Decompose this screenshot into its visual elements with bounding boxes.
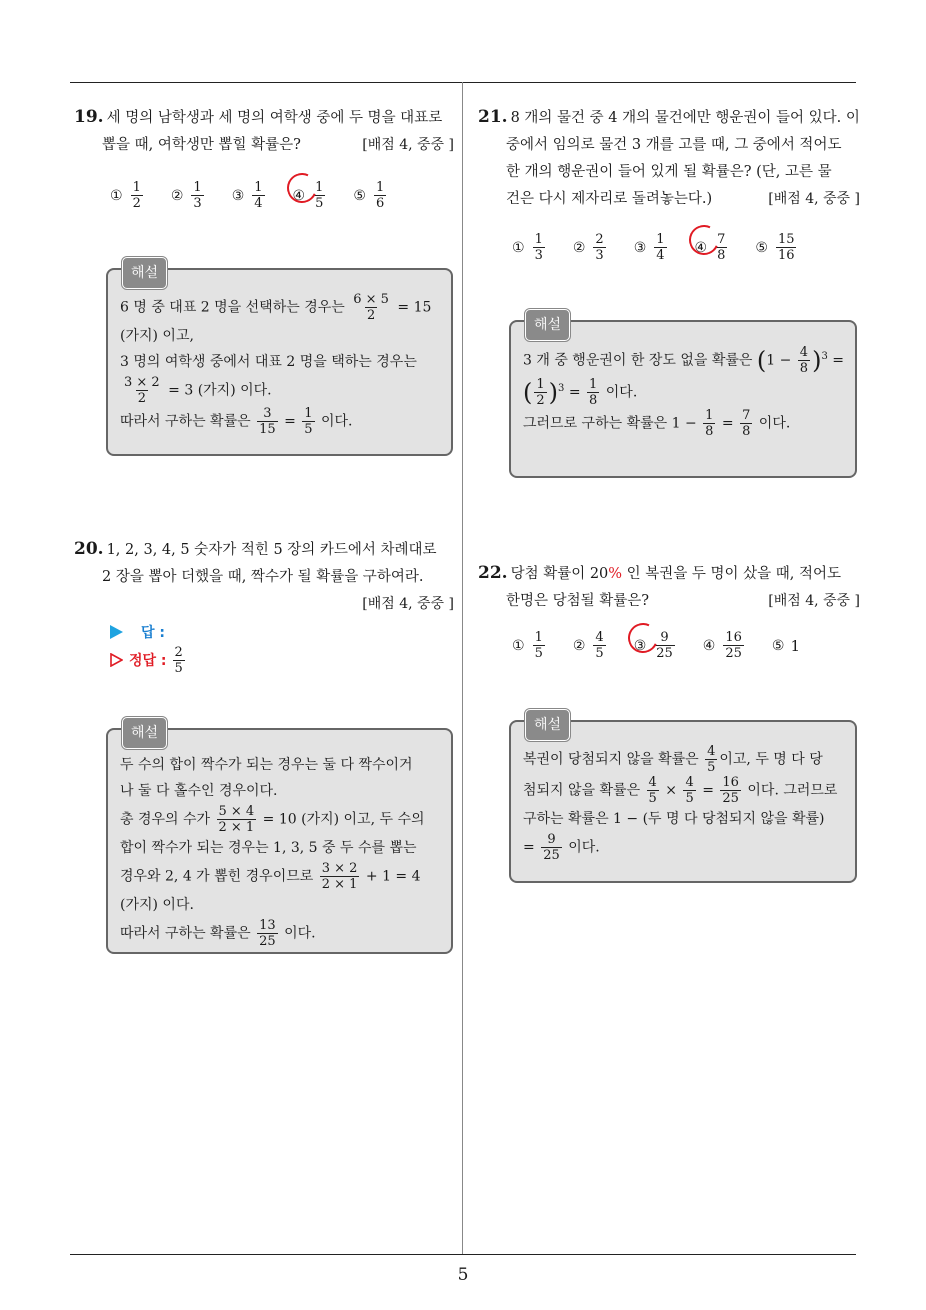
problem-19 <box>74 104 454 159</box>
choice-1[interactable]: ① $\frac{1}{3}$ <box>512 232 543 263</box>
question-text: 중에서 임의로 물건 3 개를 고를 때, 그 중에서 적어도 <box>506 137 842 153</box>
answer-label: 답 : <box>141 625 165 641</box>
choice-list <box>512 232 824 263</box>
question-number: 21. <box>478 107 508 127</box>
question-text: 2 장을 뽑아 더했을 때, 짝수가 될 확률을 구하여라. <box>102 569 424 585</box>
choice-2[interactable]: ② $\frac{2}{3}$ <box>572 232 604 263</box>
problem-21 <box>478 104 860 213</box>
answer-block-20 <box>110 620 187 676</box>
choice-2[interactable]: ② $\frac{1}{3}$ <box>170 180 202 211</box>
choice-list <box>110 180 414 211</box>
choice-2[interactable]: ② $\frac{4}{5}$ <box>572 630 604 661</box>
choice-3-selected[interactable]: ③ $\frac{9}{25}$ <box>634 630 677 661</box>
percent-sign: % <box>608 566 623 582</box>
solution-tag: 해설 <box>525 709 570 741</box>
choice-5[interactable]: ⑤ 1 <box>771 636 801 655</box>
question-text: 인 복권을 두 명이 샀을 때, 적어도 <box>622 566 842 582</box>
correct-answer-value: $\frac{2}{5}$ <box>174 644 183 676</box>
solution-box-21: 해설 3 개 중 행운권이 한 장도 없을 확률은 (1 − $\frac{4}{8}$ )$^3$ = ( $\frac{1}{2}$ )$^3$ = $\frac{1}{8}$ 이다. 그러므로 구하는 확률은 1 − $\frac{1}{8}$ = $\frac{7}{8}$ 이다. <box>509 320 857 478</box>
question-text: 한명은 당첨될 확률은? <box>506 593 650 609</box>
question-text: 건은 다시 제자리로 돌려놓는다.) <box>506 191 713 207</box>
choice-4-selected[interactable]: ④ $\frac{1}{5}$ <box>293 180 328 211</box>
problem-22 <box>478 560 860 615</box>
choice-5[interactable]: ⑤ $\frac{1}{6}$ <box>353 180 385 211</box>
question-text: 8 개의 물건 중 4 개의 물건에만 행운권이 들어 있다. 이 <box>510 110 860 126</box>
solution-box-19: 해설 6 명 중 대표 2 명을 선택하는 경우는 $\frac{6 \times 5}{2}$ = 15 (가지) 이고, 3 명의 여학생 중에서 대표 2 명을 택하는 경우는 $\frac{3 \times 2}{2}$ = 3 (가지) 이다. 따라서 구하는 확률은 $\frac{3}{15}$ = $\frac{1}{5}$ 이다. <box>106 268 453 456</box>
bottom-rule <box>70 1254 856 1255</box>
choice-3[interactable]: ③ $\frac{1}{4}$ <box>231 180 263 211</box>
question-text: 세 명의 남학생과 세 명의 여학생 중에 두 명을 대표로 <box>106 110 443 126</box>
problem-20 <box>74 536 454 618</box>
score-meta: [배점 4, 중중 ] <box>768 191 860 207</box>
choice-4-selected[interactable]: ④ $\frac{7}{8}$ <box>695 232 730 263</box>
choice-5[interactable]: ⑤ $\frac{15}{16}$ <box>755 232 795 263</box>
solution-tag: 해설 <box>122 257 167 289</box>
column-divider <box>462 82 463 1254</box>
question-text: 당첨 확률이 20 <box>510 566 609 582</box>
solution-tag: 해설 <box>525 309 570 341</box>
question-text: 한 개의 행운권이 들어 있게 될 확률은? (단, 고른 물 <box>506 164 832 180</box>
choice-3[interactable]: ③ $\frac{1}{4}$ <box>633 232 665 263</box>
score-meta: [배점 4, 중중 ] <box>768 593 860 609</box>
play-triangle-icon <box>110 625 123 639</box>
choice-4[interactable]: ④ $\frac{16}{25}$ <box>702 630 742 661</box>
score-meta: [배점 4, 중중 ] <box>362 137 454 153</box>
correct-answer-label: 정답 : <box>129 653 167 669</box>
question-text: 뽑을 때, 여학생만 뽑힐 확률은? <box>102 137 301 153</box>
choice-list <box>512 630 826 661</box>
question-number: 20. <box>74 539 104 559</box>
top-rule <box>70 82 856 83</box>
solution-tag: 해설 <box>122 717 167 749</box>
question-text: 1, 2, 3, 4, 5 숫자가 적힌 5 장의 카드에서 차례대로 <box>106 542 437 558</box>
solution-box-20: 해설 두 수의 합이 짝수가 되는 경우는 둘 다 짝수이거 나 둘 다 홀수인 경우이다. 총 경우의 수가 $\frac{5 \times 4}{2 \times 1}$ = 10 (가지) 이고, 두 수의 합이 짝수가 되는 경우는 1, 3, 5 중 두 수를 뽑는 경우와 2, 4 가 뽑힌 경우이므로 $\frac{3 \times 2}{2 \times 1}$ + 1 = 4 (가지) 이다. 따라서 구하는 확률은 $\frac{13}{25}$ 이다. <box>106 728 453 954</box>
question-number: 19. <box>74 107 104 127</box>
score-meta: [배점 4, 중중 ] <box>362 596 454 612</box>
choice-1[interactable]: ① $\frac{1}{2}$ <box>110 180 141 211</box>
page-number: 5 <box>457 1265 469 1285</box>
solution-box-22: 해설 복권이 당첨되지 않을 확률은 $\frac{4}{5}$ 이고, 두 명 다 당 첨되지 않을 확률은 $\frac{4}{5}$ × $\frac{4}{5}$ = $\frac{16}{25}$ 이다. 그러므로 구하는 확률은 1 − (두 명 다 당첨되지 않을 확률) = $\frac{9}{25}$ 이다. <box>509 720 857 883</box>
choice-1[interactable]: ① $\frac{1}{5}$ <box>512 630 543 661</box>
outline-triangle-icon <box>110 653 123 667</box>
question-number: 22. <box>478 563 508 583</box>
